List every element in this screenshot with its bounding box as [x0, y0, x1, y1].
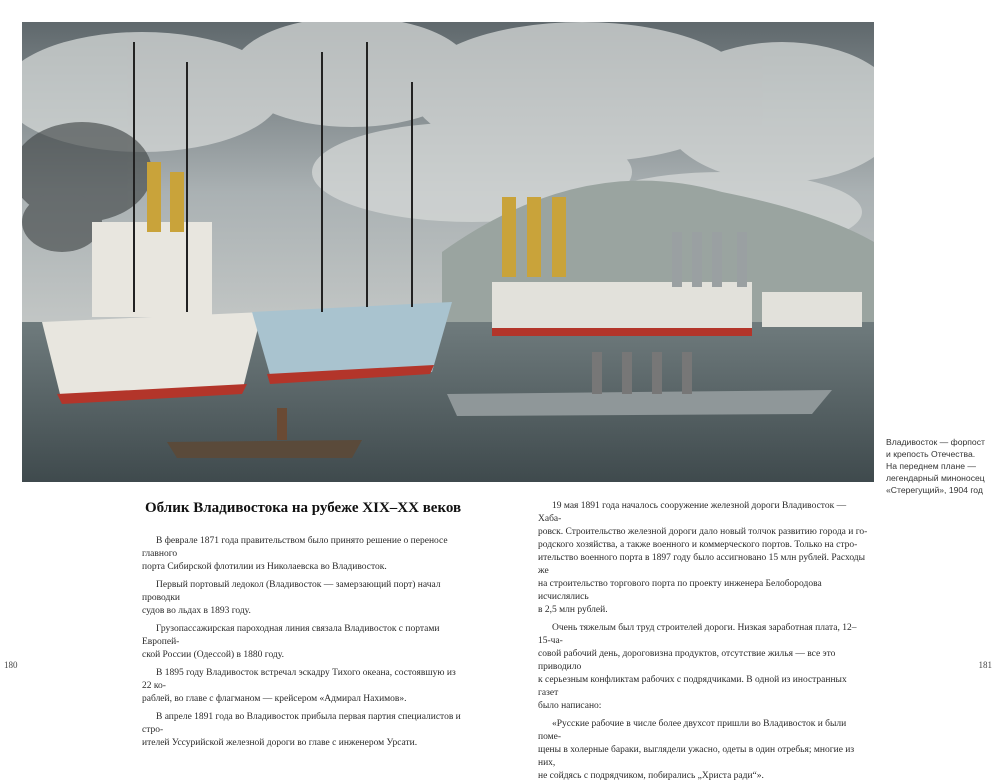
text-line: к серьезным конфликтам рабочих с подрядчиками. В одной из иностранных газет — [538, 675, 847, 698]
text-line: родского хозяйства, а также военного и коммерческого портов. Только на стро- — [538, 540, 858, 550]
text-line: Очень тяжелым был труд строителей дороги. Низкая заработная плата, 12–15-ча- — [538, 623, 857, 646]
text-line: щены в холерные бараки, выглядели ужасно, одеты в один отребья; многие из них, — [538, 745, 855, 768]
illustration-vladivostok-fleet — [22, 22, 874, 482]
caption-line: легендарный миноносец — [886, 473, 985, 483]
text-line: не сойдясь с подрядчиком, побирались „Христа ради“». — [538, 771, 764, 781]
text-line: порта Сибирской флотилии из Николаевска во Владивосток. — [142, 562, 387, 572]
text-line: ительство военного порта в 1897 году было ассигновано 15 млн рублей. Расходы же — [538, 553, 866, 576]
page-number-left: 180 — [4, 660, 18, 670]
text-line: ровск. Строительство железной дороги дало новый толчок развитию города и го- — [538, 527, 868, 537]
painting-svg — [22, 22, 874, 482]
text-line: Первый портовый ледокол (Владивосток — замерзающий порт) начал проводки — [142, 580, 441, 603]
text-line: 19 мая 1891 года началось сооружение железной дороги Владивосток — Хаба- — [538, 501, 847, 524]
caption-line: Владивосток — форпост — [886, 437, 985, 447]
text-line: совой рабочий день, дороговизна продуктов, отсутствие жилья — все это приводило — [538, 649, 836, 672]
right-column-text — [538, 500, 868, 783]
text-line: ителей Уссурийской железной дороги во главе с инженером Урсати. — [142, 738, 418, 748]
caption-line: На переднем плане — — [886, 461, 976, 471]
text-line: В апреле 1891 года во Владивосток прибыла первая партия специалистов и стро- — [142, 712, 461, 735]
text-line: на строительство торгового порта по проекту инженера Белобородова исчислялись — [538, 579, 822, 602]
illustration-caption — [886, 436, 996, 496]
text-line: было написано: — [538, 701, 602, 711]
text-line: раблей, во главе с флагманом — крейсером «Адмирал Нахимов». — [142, 694, 407, 704]
page-number-right: 181 — [978, 660, 992, 670]
text-line: В 1895 году Владивосток встречал эскадру Тихого океана, состоявшую из 22 ко- — [142, 668, 456, 691]
section-title: Облик Владивостока на рубеже XIX–XX веков — [145, 500, 462, 516]
caption-line: «Стерегущий», 1904 год — [886, 485, 983, 495]
text-line: В феврале 1871 года правительством было принято решение о переносе главного — [142, 536, 448, 559]
left-column-text — [142, 535, 464, 750]
text-line: в 2,5 млн рублей. — [538, 605, 608, 615]
text-line: ской России (Одессой) в 1880 году. — [142, 650, 284, 660]
text-line: судов во льдах в 1893 году. — [142, 606, 251, 616]
text-line: Грузопассажирская пароходная линия связала Владивосток с портами Европей- — [142, 624, 440, 647]
caption-line: и крепость Отечества. — [886, 449, 976, 459]
text-line: «Русские рабочие в числе более двухсот пришли во Владивосток и были поме- — [538, 719, 847, 742]
